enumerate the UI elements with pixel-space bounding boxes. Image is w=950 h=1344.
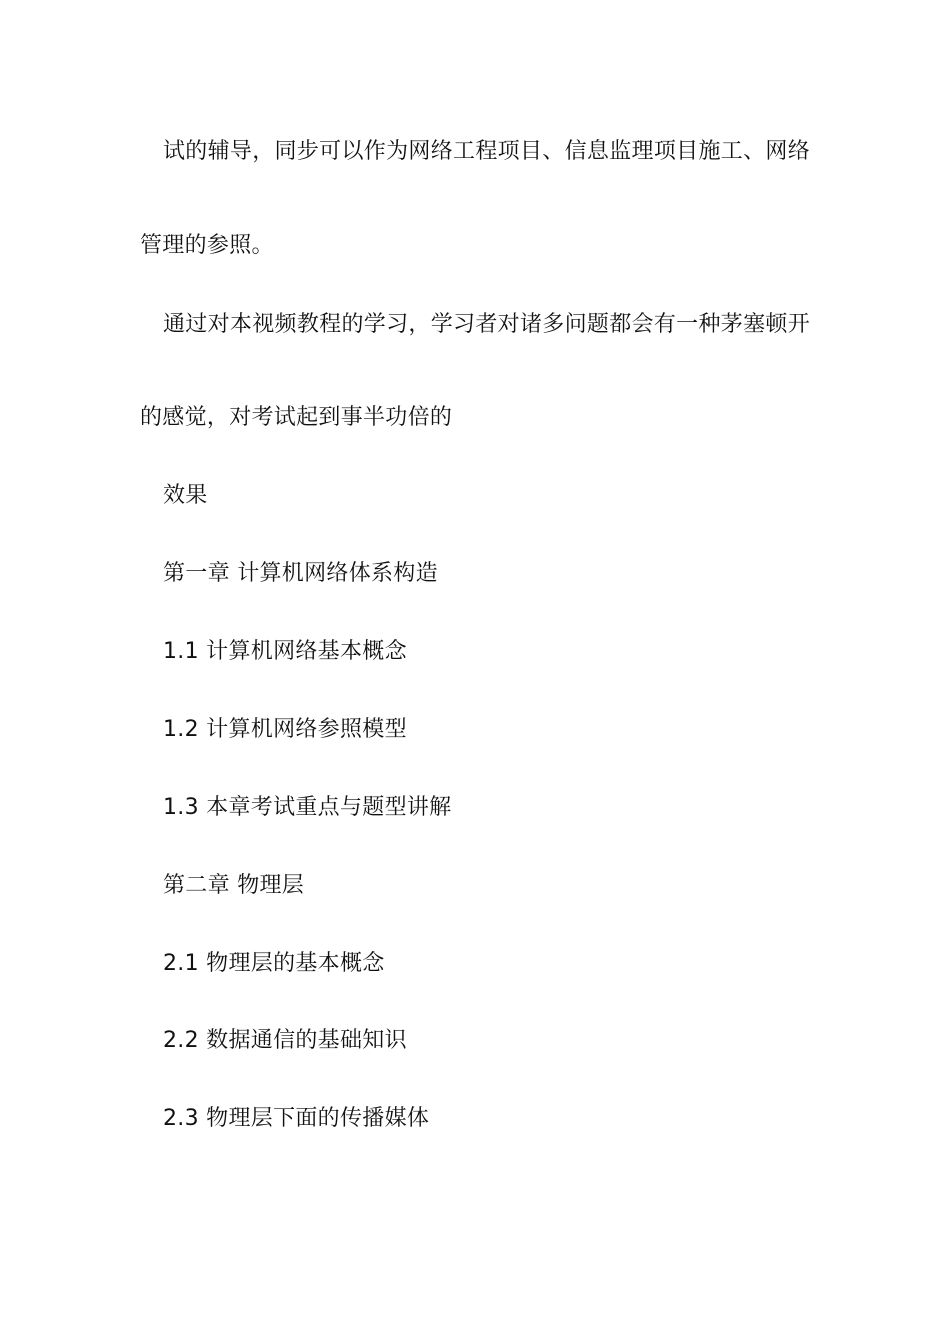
- toc-chapter-2: 第二章 物理层: [163, 873, 305, 898]
- paragraph-2-line-1: 通过对本视频教程的学习，学习者对诸多问题都会有一种茅塞顿开: [163, 312, 810, 337]
- toc-section-1-2: 1.2 计算机网络参照模型: [163, 717, 407, 742]
- paragraph-1-line-1: 试的辅导，同步可以作为网络工程项目、信息监理项目施工、网络: [163, 139, 810, 164]
- paragraph-1-line-2: 管理的参照。: [140, 233, 274, 258]
- toc-section-2-3: 2.3 物理层下面的传播媒体: [163, 1106, 430, 1131]
- toc-section-1-3: 1.3 本章考试重点与题型讲解: [163, 795, 452, 820]
- toc-section-2-1: 2.1 物理层的基本概念: [163, 951, 385, 976]
- standalone-text: 效果: [163, 483, 208, 508]
- toc-chapter-1: 第一章 计算机网络体系构造: [163, 561, 438, 586]
- toc-section-2-2: 2.2 数据通信的基础知识: [163, 1028, 407, 1053]
- toc-section-1-1: 1.1 计算机网络基本概念: [163, 639, 407, 664]
- paragraph-2-line-2: 的感觉，对考试起到事半功倍的: [140, 405, 453, 430]
